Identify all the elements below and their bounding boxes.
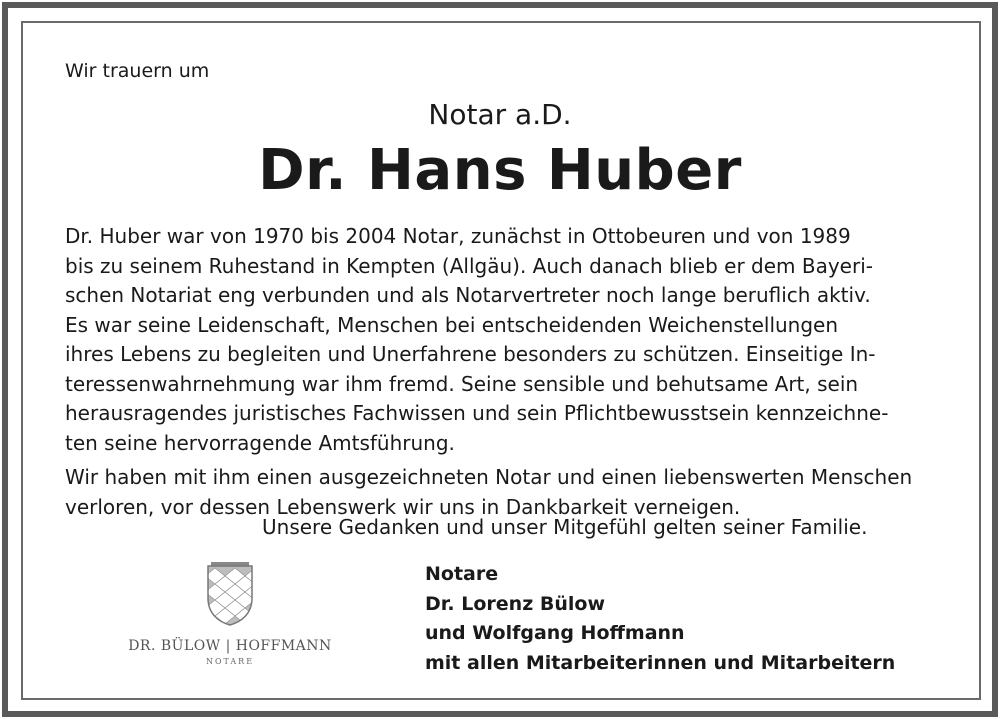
- paragraph-1: [65, 222, 945, 458]
- body-line: ten seine hervorragende Amtsführung.: [65, 430, 455, 455]
- firm-logo-subtitle: NOTARE: [205, 657, 255, 666]
- signature-line: Dr. Lorenz Bülow: [425, 592, 606, 615]
- paragraph-2: [65, 463, 945, 522]
- signature-line: mit allen Mitarbeiterinnen und Mitarbeitern: [425, 651, 896, 674]
- body-line: bis zu seinem Ruhestand in Kempten (Allgäu). Auch danach blieb er dem Bayeri-: [65, 253, 873, 278]
- signature-line: Notare: [425, 563, 499, 585]
- obituary-body: [65, 222, 945, 522]
- body-line: teressenwahrnehmung war ihm fremd. Seine sensible und behutsame Art, sein: [65, 371, 859, 396]
- body-line: verloren, vor dessen Lebenswerk wir uns in Dankbarkeit verneigen.: [65, 494, 741, 519]
- body-line: Wir haben mit ihm einen ausgezeichneten Notar und einen liebenswerten Menschen: [65, 465, 913, 489]
- title-rank: Notar a.D.: [428, 98, 572, 131]
- signature-line: und Wolfgang Hoffmann: [425, 622, 685, 644]
- body-line: schen Notariat eng verbunden und als Notarvertreter noch lange beruflich aktiv.: [65, 283, 871, 307]
- body-line: Es war seine Leidenschaft, Menschen bei entscheidenden Weichenstellungen: [65, 312, 839, 337]
- body-line: Dr. Huber war von 1970 bis 2004 Notar, zunächst in Ottobeuren und von 1989: [65, 224, 851, 248]
- body-line: ihres Lebens zu begleiten und Unerfahrene besonders zu schützen. Einseitige In-: [65, 342, 876, 366]
- closing-line: Unsere Gedanken und unser Mitgefühl gelten seiner Familie.: [262, 515, 868, 539]
- deceased-name: Dr. Hans Huber: [258, 138, 742, 203]
- bavarian-crest-icon: [205, 562, 255, 626]
- signature-block: [425, 560, 895, 678]
- intro-text: Wir trauern um: [65, 60, 210, 82]
- body-line: herausragendes juristisches Fachwissen und sein Pflichtbewusstsein kennzeichne-: [65, 401, 889, 425]
- firm-logo-text: DR. BÜLOW | HOFFMANN: [128, 638, 332, 654]
